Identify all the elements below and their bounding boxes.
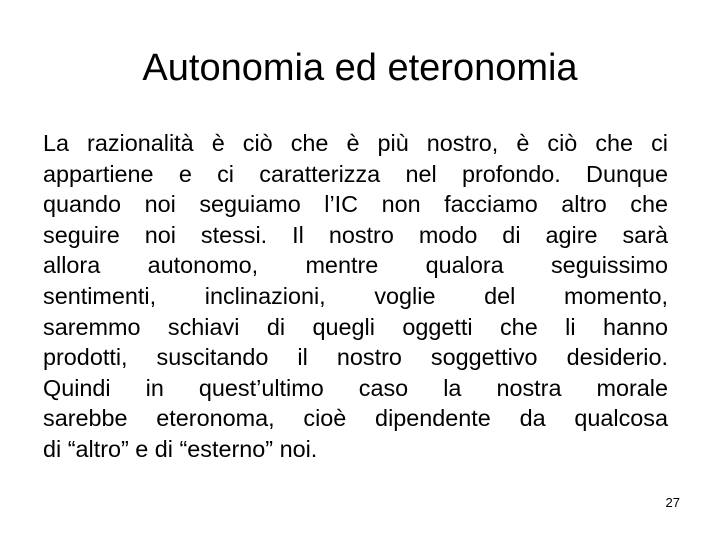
body-line: sentimenti, inclinazioni, voglie del momento, <box>43 282 668 309</box>
body-line: prodotti, suscitando il nostro soggettivo desiderio. <box>43 344 668 371</box>
body-line: sarebbe eteronoma, cioè dipendente da qualcosa <box>43 405 668 432</box>
body-line: di “altro” e di “esterno” noi. <box>43 435 318 462</box>
body-line: La razionalità è ciò che è più nostro, è ciò che ci <box>43 130 668 156</box>
body-line: appartiene e ci caratterizza nel profondo. Dunque <box>43 160 668 187</box>
body-line: allora autonomo, mentre qualora seguissimo <box>43 252 668 279</box>
body-line: Quindi in quest’ultimo caso la nostra morale <box>43 374 668 401</box>
body-line: quando noi seguiamo l’IC non facciamo altro che <box>43 191 668 218</box>
slide-title: Autonomia ed eteronomia <box>142 47 578 89</box>
body-line: seguire noi stessi. Il nostro modo di agire sarà <box>43 221 668 248</box>
page-number: 27 <box>665 495 680 510</box>
body-line: saremmo schiavi di quegli oggetti che li hanno <box>43 313 668 340</box>
slide-body <box>43 128 668 465</box>
